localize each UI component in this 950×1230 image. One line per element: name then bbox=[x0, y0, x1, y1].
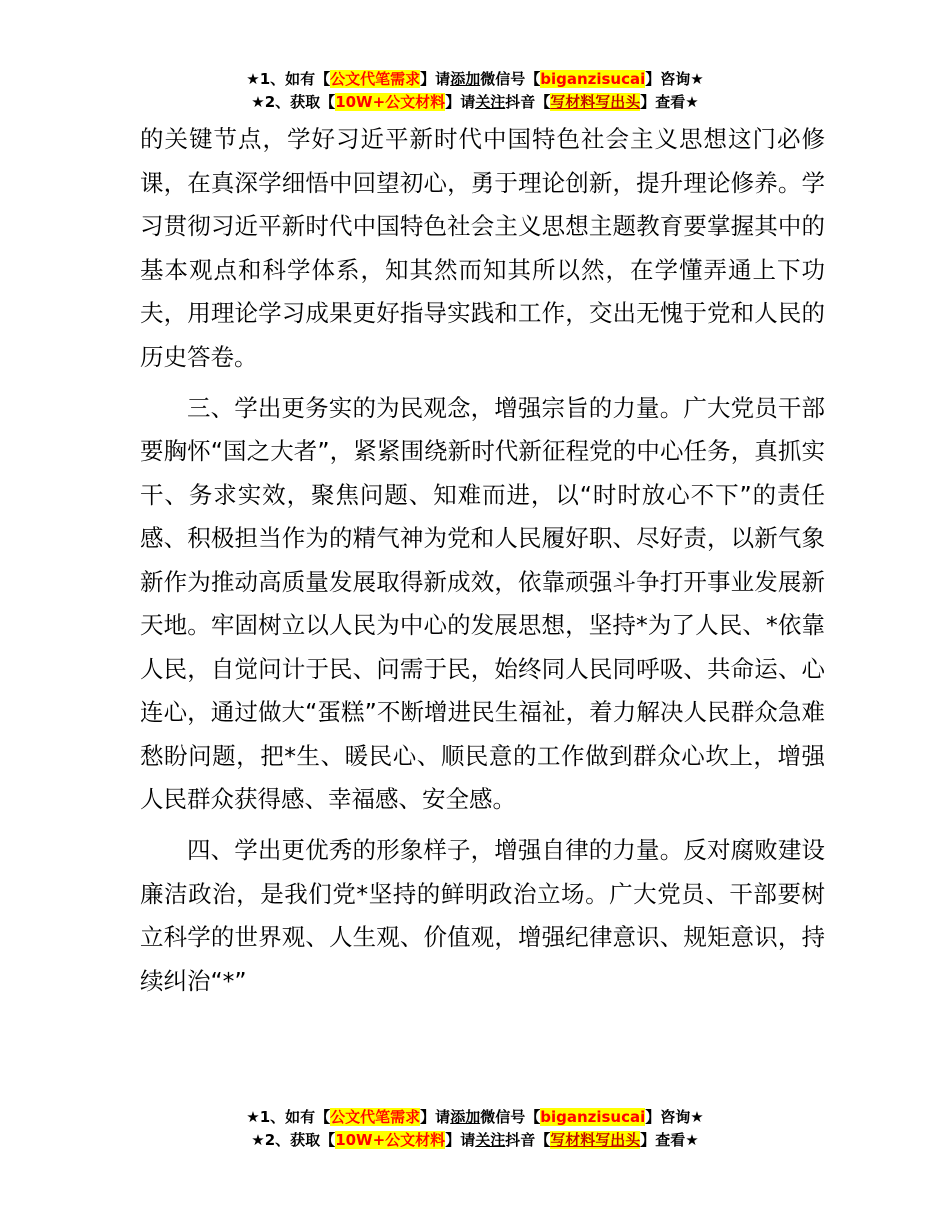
banner-text: 】查看★ bbox=[640, 1131, 699, 1149]
banner-text: 微信号【 bbox=[480, 1108, 541, 1126]
banner-text: 】查看★ bbox=[640, 93, 699, 111]
paragraph-3-section: 三、学出更务实的为民观念，增强宗旨的力量。广大党员干部要胸怀“国之大者”，紧紧围绕新时代新征程党的中心任务，真抓实干、务求实效，聚焦问题、知难而进，以“时时放心不下”的责任感、积极担当作为的精气神为党和人民履好职、尽好责，以新气象新作为推动高质量发展取得新成效，依靠顽强斗争打开事业发展新天地。牢固树立以人民为中心的发展思想，坚持*为了人民、*依靠人民，自觉问计于民、问需于民，始终同人民同呼吸、共命运、心连心，通过做大“蛋糕”不断增进民生福祉，着力解决人民群众急难愁盼问题，把*生、暖民心、顺民意的工作做到群众心坎上，增强人民群众获得感、幸福感、安全感。 bbox=[140, 393, 825, 813]
banner-text: 】咨询★ bbox=[645, 70, 704, 88]
banner-text: 】咨询★ bbox=[645, 1108, 704, 1126]
banner-text: 抖音【 bbox=[505, 1131, 551, 1149]
header-banner bbox=[0, 68, 950, 114]
banner-text: 】请 bbox=[420, 70, 451, 88]
banner-keyword: 关注 bbox=[475, 93, 506, 111]
paragraph-4-section: 四、学出更优秀的形象样子，增强自律的力量。反对腐败建设廉洁政治，是我们党*坚持的鲜明政治立场。广大党员、干部要树立科学的世界观、人生观、价值观，增强纪律意识、规矩意识，持续纠治“*” bbox=[140, 836, 825, 995]
highlight-materials: 10W+公文材料 bbox=[335, 1131, 446, 1149]
highlight-douyin: 写材料写出头 bbox=[550, 1131, 641, 1149]
banner-text: ★2、获取【 bbox=[251, 93, 336, 111]
highlight-douyin: 写材料写出头 bbox=[550, 93, 641, 111]
highlight-wechat-id: biganzisucai bbox=[540, 1108, 646, 1126]
banner-text: 】请 bbox=[420, 1108, 451, 1126]
highlight-materials: 10W+公文材料 bbox=[335, 93, 446, 111]
highlight-service: 公文代笔需求 bbox=[330, 70, 421, 88]
banner-text: 微信号【 bbox=[480, 70, 541, 88]
banner-line-2 bbox=[0, 91, 950, 114]
highlight-wechat-id: biganzisucai bbox=[540, 70, 646, 88]
banner-keyword: 关注 bbox=[475, 1131, 506, 1149]
banner-text: 抖音【 bbox=[505, 93, 551, 111]
banner-line-1 bbox=[0, 68, 950, 91]
banner-text: ★1、如有【 bbox=[246, 1108, 331, 1126]
banner-text: ★2、获取【 bbox=[251, 1131, 336, 1149]
banner-text: 】请 bbox=[445, 93, 476, 111]
document-body bbox=[140, 118, 825, 1003]
banner-text: 】请 bbox=[445, 1131, 476, 1149]
banner-line-1 bbox=[0, 1106, 950, 1129]
banner-keyword: 添加 bbox=[450, 70, 481, 88]
banner-keyword: 添加 bbox=[450, 1108, 481, 1126]
footer-banner bbox=[0, 1106, 950, 1152]
highlight-service: 公文代笔需求 bbox=[330, 1108, 421, 1126]
paragraph-1: 的关键节点，学好习近平新时代中国特色社会主义思想这门必修课，在真深学细悟中回望初心，勇于理论创新，提升理论修养。学习贯彻习近平新时代中国特色社会主义思想主题教育要掌握其中的基本观点和科学体系，知其然而知其所以然，在学懂弄通上下功夫，用理论学习成果更好指导实践和工作，交出无愧于党和人民的历史答卷。 bbox=[140, 125, 825, 371]
banner-line-2 bbox=[0, 1129, 950, 1152]
banner-text: ★1、如有【 bbox=[246, 70, 331, 88]
